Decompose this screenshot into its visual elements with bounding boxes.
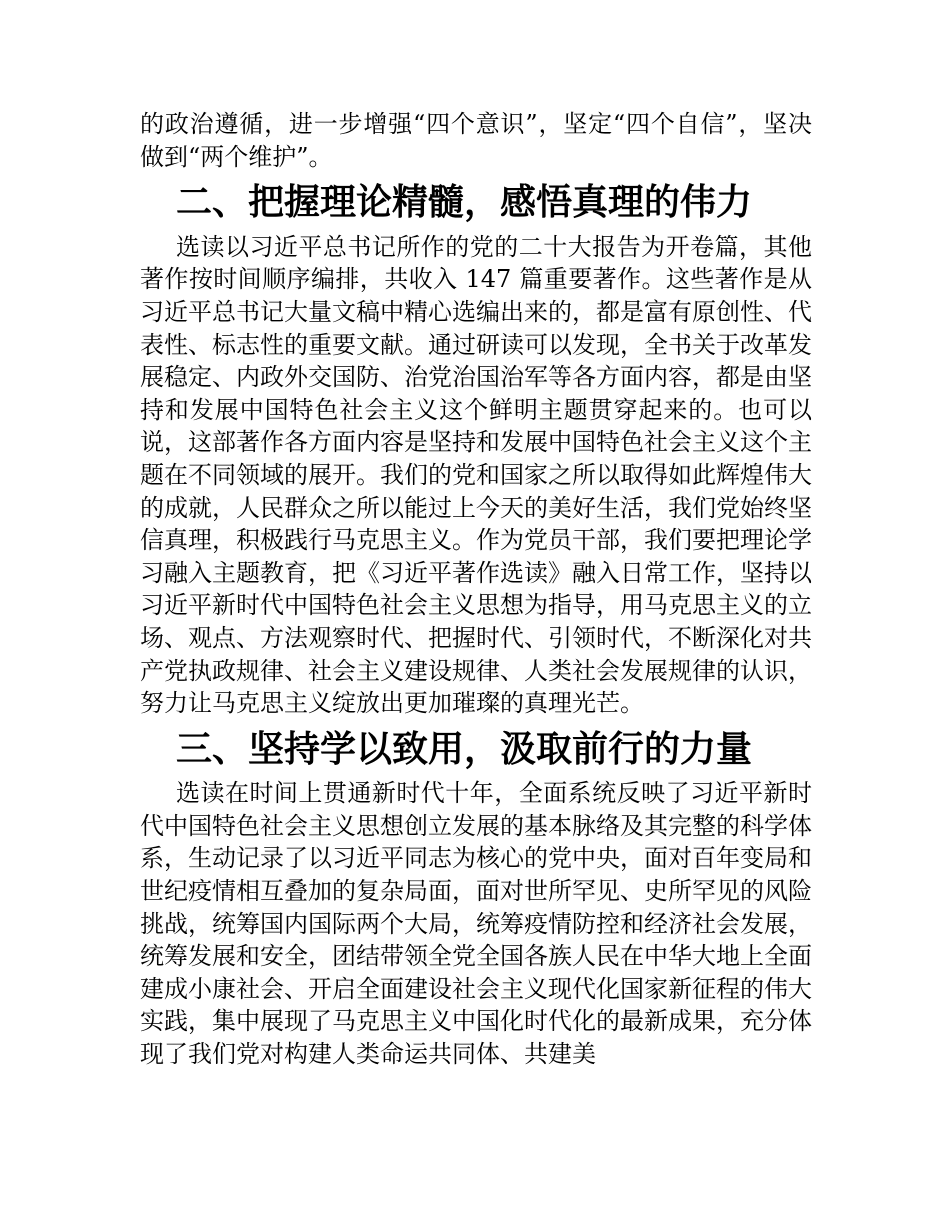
body-paragraph-practice: 选读在时间上贯通新时代十年，全面系统反映了习近平新时代中国特色社会主义思想创立发展的基本脉络及其完整的科学体系，生动记录了以习近平同志为核心的党中央，面对百年变局和世纪疫情相互叠加的复杂局面，面对世所罕见、史所罕见的风险挑战，统筹国内国际两个大局，统筹疫情防控和经济社会发展，统筹发展和安全，团结带领全党全国各族人民在中华大地上全面建成小康社会、开启全面建设社会主义现代化国家新征程的伟大实践，集中展现了马克思主义中国化时代化的最新成果，充分体现了我们党对构建人类命运共同体、共建美 <box>140 779 812 1069</box>
body-paragraph-continued: 的政治遵循，进一步增强“四个意识”，坚定“四个自信”，坚决做到“两个维护”。 <box>140 110 812 171</box>
document-page <box>140 108 812 1071</box>
section-heading-2: 二、把握理论精髓，感悟真理的伟力 <box>176 181 753 224</box>
body-paragraph-theory: 选读以习近平总书记所作的党的二十大报告为开卷篇，其他著作按时间顺序编排，共收入 147 篇重要著作。这些著作是从习近平总书记大量文稿中精心选编出来的，都是富有原创性、代表性、标志性的重要文献。通过研读可以发现，全书关于改革发展稳定、内政外交国防、治党治国治军等各方面内容，都是由坚持和发展中国特色社会主义这个鲜明主题贯穿起来的。也可以说，这部著作各方面内容是坚持和发展中国特色社会主义这个主题在不同领域的展开。我们的党和国家之所以取得如此辉煌伟大的成就，人民群众之所以能过上今天的美好生活，我们党始终坚信真理，积极践行马克思主义。作为党员干部，我们要把理论学习融入主题教育，把《习近平著作选读》融入日常工作，坚持以习近平新时代中国特色社会主义思想为指导，用马克思主义的立场、观点、方法观察时代、把握时代、引领时代，不断深化对共产党执政规律、社会主义建设规律、人类社会发展规律的认识，努力让马克思主义绽放出更加璀璨的真理光芒。 <box>140 232 812 718</box>
section-heading-3: 三、坚持学以致用，汲取前行的力量 <box>176 727 753 770</box>
